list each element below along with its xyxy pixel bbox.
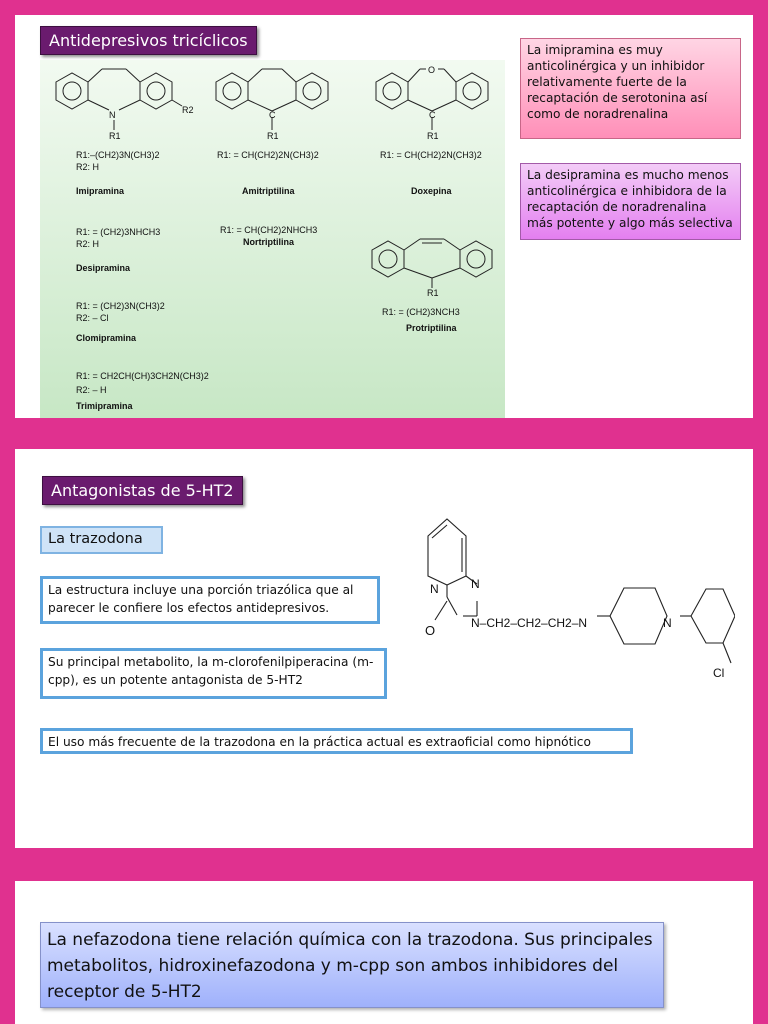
- r2-label: R2: [182, 105, 194, 115]
- oxygen-atom-label: O: [425, 623, 436, 638]
- nortriptilina-name: Nortriptilina: [243, 237, 294, 247]
- slide-title: Antagonistas de 5-HT2: [42, 476, 243, 505]
- carbon-atom-label: C: [429, 110, 436, 120]
- slide-title: Antidepresivos tricíclicos: [40, 26, 257, 55]
- trimipramina-r1: R1: = CH2CH(CH)3CH2N(CH3)2: [76, 371, 209, 381]
- info-box-usage: El uso más frecuente de la trazodona en la práctica actual es extraoficial como hipnótico: [40, 728, 633, 754]
- info-box-structure: La estructura incluye una porción triazólica que al parecer le confiere los efectos antidepresivos.: [40, 576, 380, 624]
- chemical-structures-panel: [40, 60, 505, 418]
- trimipramina-r2: R2: – H: [76, 385, 107, 395]
- clomipramina-r2: R2: – Cl: [76, 313, 109, 323]
- desipramina-r1: R1: = (CH2)3NHCH3: [76, 227, 161, 237]
- nortriptilina-r1: R1: = CH(CH2)2NHCH3: [220, 225, 318, 235]
- r1-label: R1: [427, 131, 439, 141]
- amitriptilina-r1: R1: = CH(CH2)2N(CH3)2: [217, 150, 319, 160]
- nitrogen-atom-label: N: [109, 110, 116, 120]
- imipramina-name: Imipramina: [76, 186, 125, 196]
- clomipramina-name: Clomipramina: [76, 333, 137, 343]
- protriptilina-name: Protriptilina: [406, 323, 457, 333]
- r1-label: R1: [427, 288, 439, 298]
- trazodona-heading: La trazodona: [40, 526, 163, 554]
- desipramina-r2: R2: H: [76, 239, 100, 249]
- r1-label: R1: [267, 131, 279, 141]
- chlorine-atom-label: Cl: [713, 666, 725, 680]
- alkyl-chain-label: N–CH2–CH2–CH2–N: [471, 616, 588, 630]
- oxygen-atom-label: O: [428, 65, 436, 75]
- imipramina-r2: R2: H: [76, 162, 100, 172]
- nitrogen-atom-label: N: [471, 577, 480, 591]
- r1-label: R1: [109, 131, 121, 141]
- nitrogen-atom-label: N: [430, 582, 439, 596]
- doxepina-r1: R1: = CH(CH2)2N(CH3)2: [380, 150, 482, 160]
- imipramina-r1: R1:–(CH2)3N(CH3)2: [76, 150, 160, 160]
- trimipramina-name: Trimipramina: [76, 401, 133, 411]
- slide-tricyclic-antidepressants: [15, 15, 753, 418]
- clomipramina-r1: R1: = (CH2)3N(CH3)2: [76, 301, 165, 311]
- nitrogen-atom-label: N: [663, 616, 672, 630]
- slide-nefazodone: [15, 881, 753, 1024]
- amitriptilina-name: Amitriptilina: [242, 186, 295, 196]
- slide-5ht2-antagonists: [15, 449, 753, 848]
- doxepina-name: Doxepina: [411, 186, 452, 196]
- info-box-metabolite: Su principal metabolito, la m-clorofenilpiperacina (m-cpp), es un potente antagonista de 5-HT2: [40, 648, 387, 699]
- nefazodona-text-box: La nefazodona tiene relación química con la trazodona. Sus principales metabolitos, hidroxinefazodona y m-cpp son ambos inhibidores del receptor de 5-HT2: [40, 922, 664, 1008]
- trazodone-structure-drawing: [405, 509, 735, 689]
- protriptilina-r1: R1: = (CH2)3NCH3: [382, 307, 460, 317]
- desipramina-name: Desipramina: [76, 263, 131, 273]
- desipramina-note: La desipramina es mucho menos anticolinérgica e inhibidora de la recaptación de noradrenalina más potente y algo más selectiva: [520, 163, 741, 240]
- imipramina-note: La imipramina es muy anticolinérgica y un inhibidor relativamente fuerte de la recaptación de serotonina así como de noradrenalina: [520, 38, 741, 139]
- carbon-atom-label: C: [269, 110, 276, 120]
